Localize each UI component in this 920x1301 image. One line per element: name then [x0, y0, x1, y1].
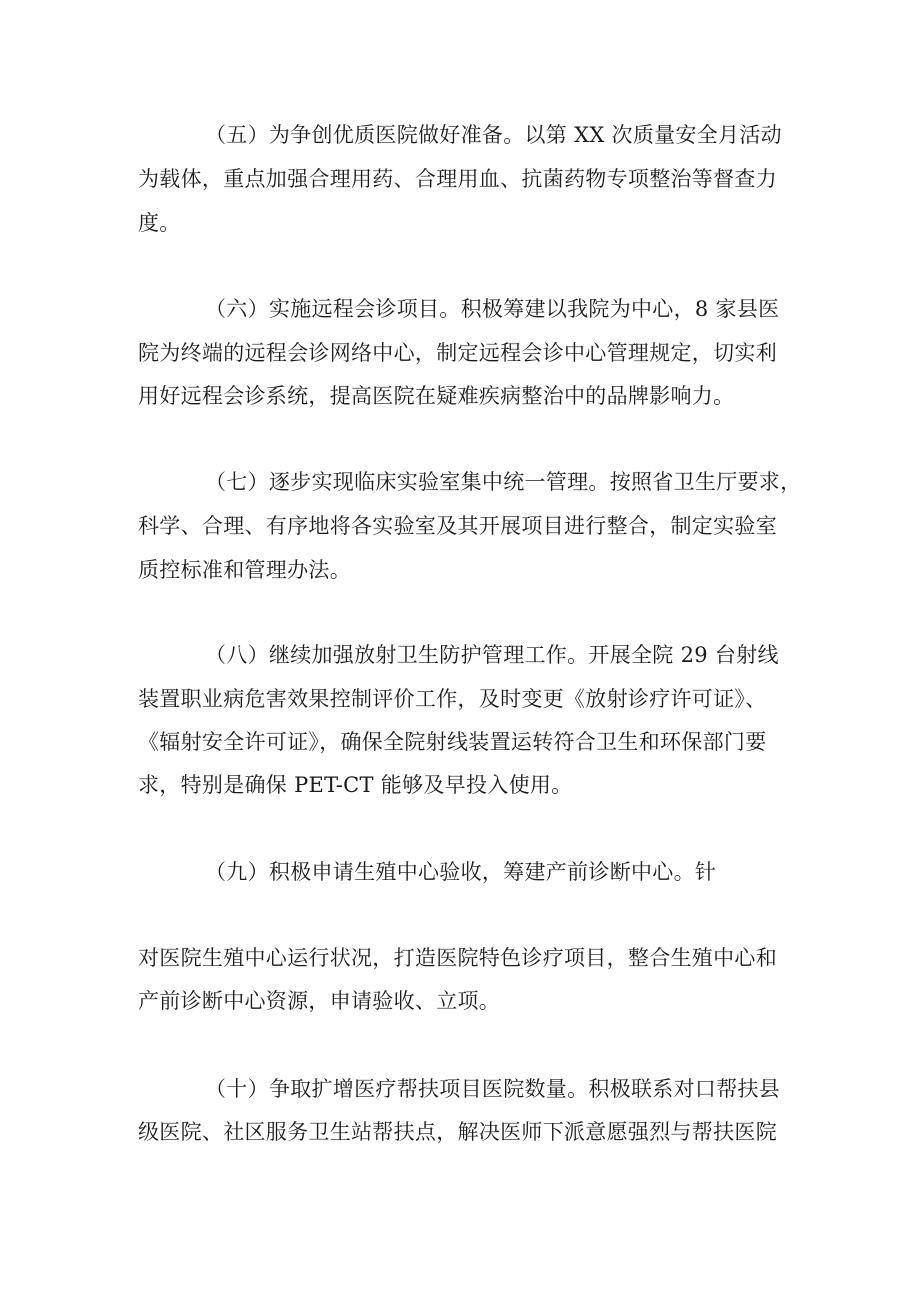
paragraph-5-line-1: （五）为争创优质医院做好准备。以第 XX 次质量安全月活动: [205, 123, 782, 147]
paragraph-8-line-2: 装置职业病危害效果控制评价工作，及时变更《放射诊疗许可证》、: [138, 687, 767, 711]
paragraph-9-cont-line-2: 产前诊断中心资源，申请验收、立项。: [138, 989, 501, 1013]
paragraph-8-line-4: 求，特别是确保 PET-CT 能够及早投入使用。: [138, 773, 573, 797]
paragraph-7-line-3: 质控标准和管理办法。: [138, 558, 351, 582]
paragraph-9-cont-line-1: 对医院生殖中心运行状况，打造医院特色诊疗项目，整合生殖中心和: [138, 946, 777, 970]
paragraph-6-line-1: （六）实施远程会诊项目。积极筹建以我院为中心，8 家县医: [205, 297, 780, 321]
paragraph-5-line-3: 度。: [138, 211, 181, 235]
paragraph-10-line-2: 级医院、社区服务卫生站帮扶点，解决医师下派意愿强烈与帮扶医院: [138, 1120, 777, 1144]
paragraph-8-line-3: 《辐射安全许可证》，确保全院射线装置运转符合卫生和环保部门要: [138, 730, 767, 754]
paragraph-5-line-2: 为载体，重点加强合理用药、合理用血、抗菌药物专项整治等督查力: [138, 167, 777, 191]
paragraph-7-line-2: 科学、合理、有序地将各实验室及其开展项目进行整合，制定实验室: [138, 514, 777, 538]
paragraph-6-line-2: 院为终端的远程会诊网络中心，制定远程会诊中心管理规定，切实利: [138, 341, 777, 365]
paragraph-6-line-3: 用好远程会诊系统，提高医院在疑难疾病整治中的品牌影响力。: [138, 384, 735, 408]
paragraph-8-line-1: （八）继续加强放射卫生防护管理工作。开展全院 29 台射线: [205, 643, 779, 667]
paragraph-10-line-1: （十）争取扩增医疗帮扶项目医院数量。积极联系对口帮扶县: [205, 1077, 781, 1101]
paragraph-9-line-1: （九）积极申请生殖中心验收，筹建产前诊断中心。针: [205, 860, 717, 884]
paragraph-7-line-1: （七）逐步实现临床实验室集中统一管理。按照省卫生厅要求，: [205, 470, 802, 494]
